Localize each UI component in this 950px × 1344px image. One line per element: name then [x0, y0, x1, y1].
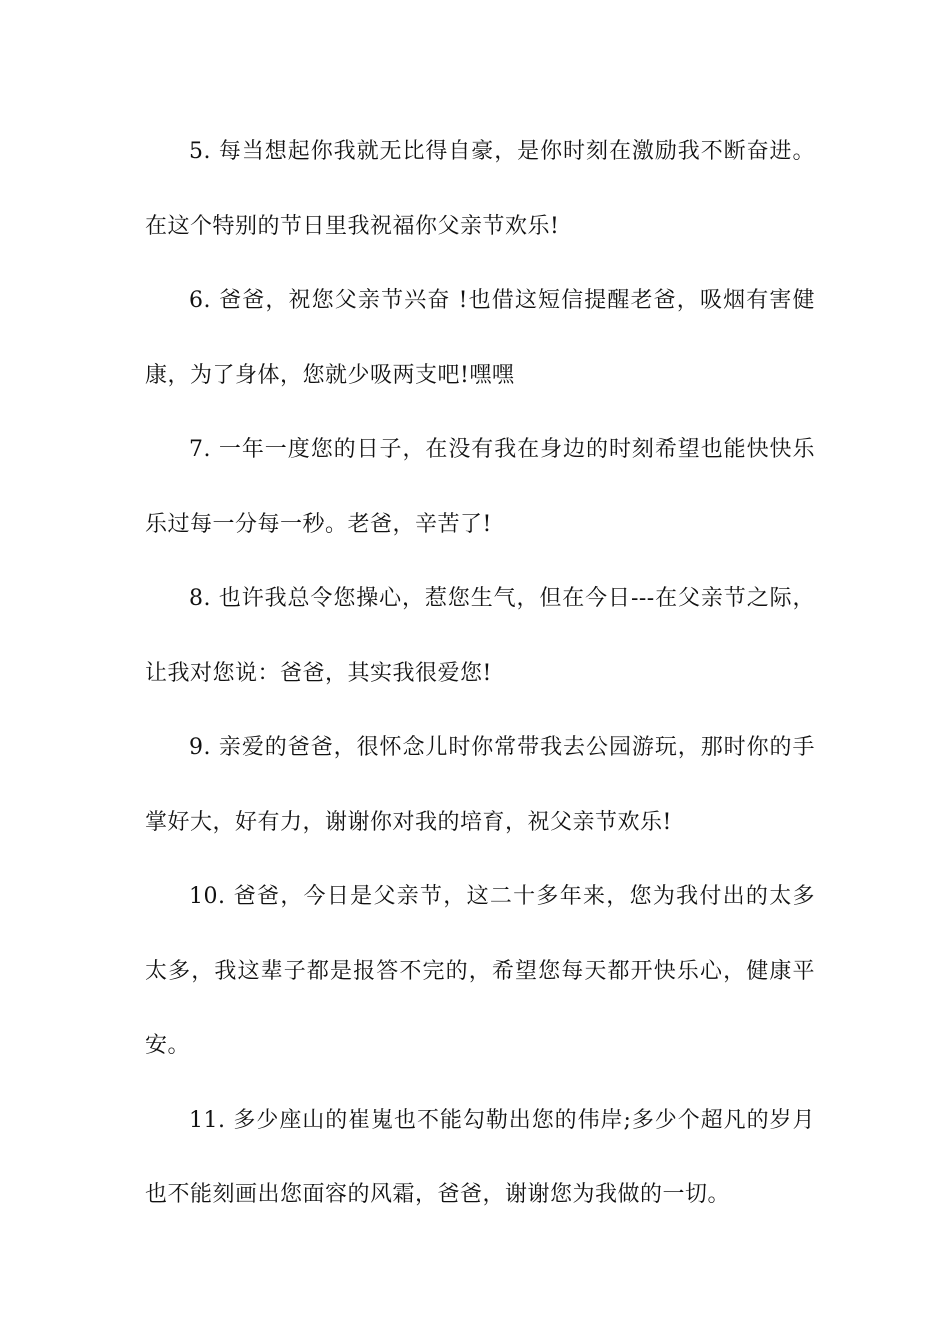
paragraph-11: 11. 多少座山的崔嵬也不能勾勒出您的伟岸;多少个超凡的岁月也不能刻画出您面容的风霜，爸爸，谢谢您为我做的一切。	[145, 1107, 815, 1207]
paragraph-5: 5. 每当想起你我就无比得自豪，是你时刻在激励我不断奋进。在这个特别的节日里我祝福你父亲节欢乐!	[145, 139, 815, 239]
document-body	[145, 115, 815, 1233]
paragraph-6: 6. 爸爸，祝您父亲节兴奋 !也借这短信提醒老爸，吸烟有害健康，为了身体，您就少吸两支吧!嘿嘿	[145, 288, 815, 388]
paragraph-10: 10. 爸爸，今日是父亲节，这二十多年来，您为我付出的太多太多，我这辈子都是报答不完的，希望您每天都开快乐心，健康平安。	[145, 884, 815, 1058]
paragraph-7: 7. 一年一度您的日子，在没有我在身边的时刻希望也能快快乐乐过每一分每一秒。老爸，辛苦了!	[145, 437, 815, 537]
paragraph-9: 9. 亲爱的爸爸，很怀念儿时你常带我去公园游玩，那时你的手掌好大，好有力，谢谢你对我的培育，祝父亲节欢乐!	[145, 735, 815, 835]
paragraph-8: 8. 也许我总令您操心，惹您生气，但在今日---在父亲节之际，让我对您说：爸爸，其实我很爱您!	[145, 586, 815, 686]
